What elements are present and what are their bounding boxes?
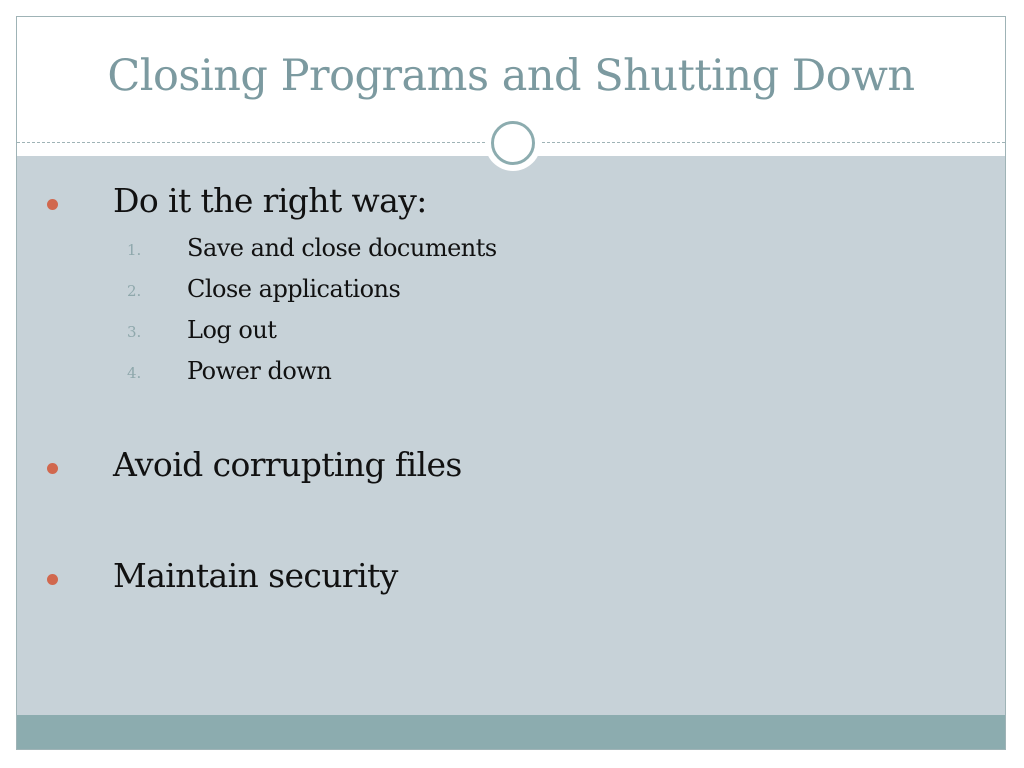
item-number: 3. <box>127 323 142 341</box>
slide-title: Closing Programs and Shutting Down <box>107 51 915 101</box>
bullet-dot-icon <box>47 199 58 210</box>
item-number: 1. <box>127 241 142 259</box>
content-area <box>17 156 1005 715</box>
item-text: Power down <box>187 357 332 385</box>
bullet-dot-icon <box>47 574 58 585</box>
footer-bar <box>17 715 1005 750</box>
bullet-text: Avoid corrupting files <box>113 445 462 484</box>
ring-icon <box>491 121 535 165</box>
item-number: 4. <box>127 364 142 382</box>
bullet-dot-icon <box>47 463 58 474</box>
bullet-text: Do it the right way: <box>113 181 427 220</box>
item-text: Log out <box>187 316 277 344</box>
item-number: 2. <box>127 282 142 300</box>
bullet-text: Maintain security <box>113 556 398 595</box>
item-text: Save and close documents <box>187 234 497 262</box>
item-text: Close applications <box>187 275 401 303</box>
circle-ornament-icon <box>485 115 541 171</box>
slide <box>16 16 1006 750</box>
